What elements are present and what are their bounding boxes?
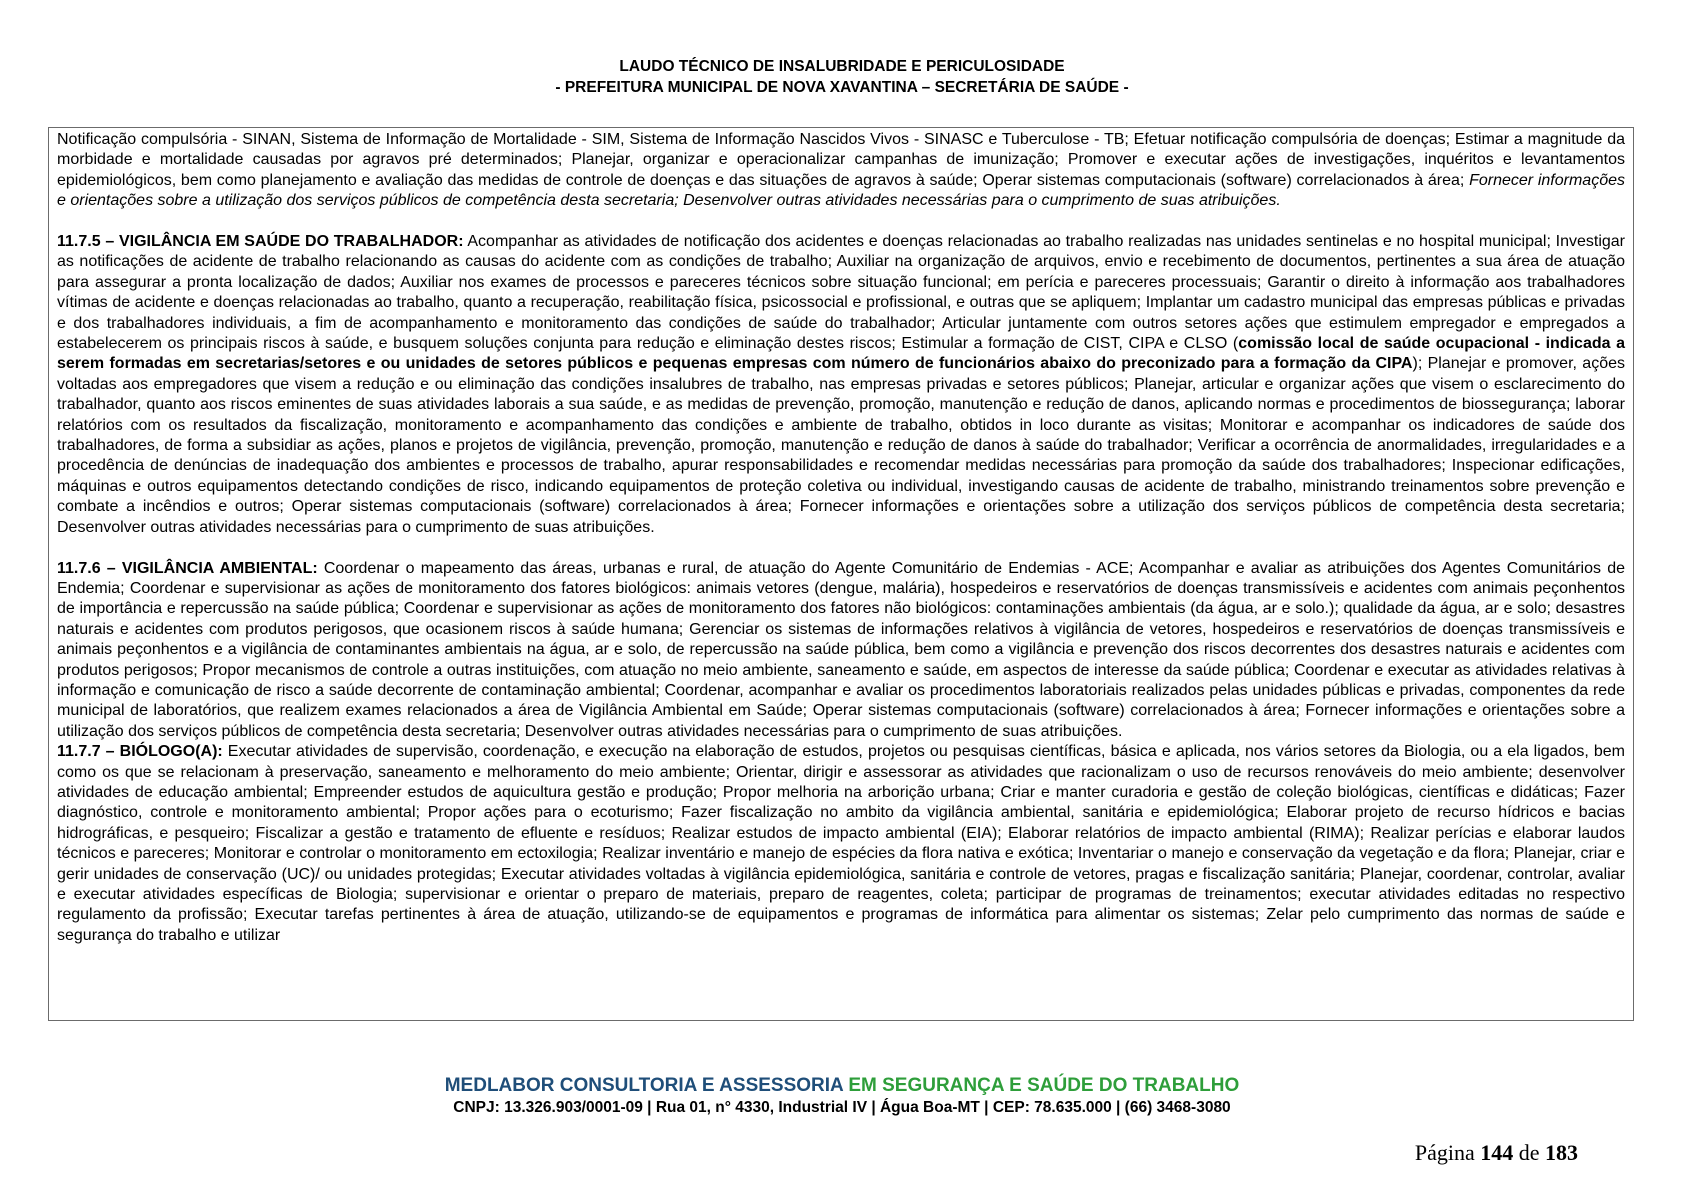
intro-italic-text: Fornecer informações e orientações sobre a utilização dos serviços públicos de competência desta secretaria; Desenvolver outras atividades necessárias para o cumprimento de suas atribuições. (57, 171, 1625, 210)
section-11-7-5-text-a: Acompanhar as atividades de notificação dos acidentes e doenças relacionadas ao trabalho realizadas nas unidades sentinelas e no hospital municipal; Investigar as notificações de acidente de trabalho relacionando as causas do acidente com as condições de trabalho; Auxiliar na organização de arquivos, envio e recebimento de documentos, pertinentes a sua área de atuação para assegurar a pronta localização de dados; Auxiliar nos exames de processos e pareceres técnicos sobre situação funcional; em perícia e pareceres processuais; Garantir o direito à informação aos trabalhadores vítimas de acidente e doenças relacionadas ao trabalho, quanto a recuperação, reabilitação física, psicossocial e profissional, e outras que se apliquem; Implantar um cadastro municipal das empresas públicas e privadas e dos trabalhadores individuais, a fim de acompanhamento e monitoramento das condições de saúde do trabalhador; Articular juntamente com outros setores ações que estimulem empregador e empregados a estabelecerem os principais riscos à saúde, e busquem soluções conjunta para redução e eliminação destes riscos; Estimular a formação de CIST, CIPA e CLSO ( (57, 233, 1626, 353)
content-body (49, 128, 1633, 946)
section-11-7-6-text: Coordenar o mapeamento das áreas, urbanas e rural, de atuação do Agente Comunitário de Endemias - ACE; Acompanhar e avaliar as atribuições dos Agentes Comunitários de Endemia; Coordenar e supervisionar as ações de monitoramento dos fatores biológicos: animais vetores (dengue, malária), hospedeiros e reservatórios de doenças transmissíveis e acidentes com animais peçonhentos de importância e repercussão na saúde pública; Coordenar e supervisionar as ações de monitoramento dos fatores não biológicos: contaminações ambientais (da água, ar e solo.); qualidade da água, ar e solo; desastres naturais e acidentes com produtos perigosos, que ocasionem riscos à saúde humana; Gerenciar os sistemas de informações relativos à vigilância de vetores, hospedeiros e reservatórios de doenças transmissíveis e animais peçonhentos e a vigilância de contaminantes ambientais na água, ar e solo, de repercussão na saúde pública, bem como a vigilância e prevenção dos riscos decorrentes dos desastres naturais e acidentes com produtos perigosos; Propor mecanismos de controle a outras instituições, com atuação no meio ambiente, saneamento e saúde, em aspectos de interesse da saúde pública; Coordenar e executar as atividades relativas à informação e comunicação de risco a saúde decorrente de contaminação ambiental; Coordenar, acompanhar e avaliar os procedimentos laboratoriais realizados pelas unidades públicas e privadas, componentes da rede municipal de laboratórios, que realizem exames relacionados a área de Vigilância Ambiental em Saúde; Operar sistemas computacionais (software) correlacionados à área; Fornecer informações e orientações sobre a utilização dos serviços públicos de competência desta secretaria; Desenvolver outras atividades necessárias para o cumprimento de suas atribuições. (57, 559, 1625, 740)
section-11-7-7 (57, 742, 1625, 946)
document-header (0, 56, 1684, 98)
content-frame (48, 127, 1634, 1021)
section-11-7-5-heading: 11.7.5 – VIGILÂNCIA EM SAÚDE DO TRABALHADOR: (57, 233, 464, 251)
page-separator: de (1518, 1140, 1540, 1165)
document-subtitle: - PREFEITURA MUNICIPAL DE NOVA XAVANTINA – SECRETÁRIA DE SAÚDE - (555, 79, 1129, 96)
footer-company (0, 1074, 1684, 1098)
section-11-7-6-heading: 11.7.6 – VIGILÂNCIA AMBIENTAL: (57, 559, 318, 577)
section-11-7-5 (57, 232, 1625, 538)
footer-details: CNPJ: 13.326.903/0001-09 | Rua 01, n° 4330, Industrial IV | Água Boa-MT | CEP: 78.635.000 | (66) 3468-3080 (453, 1099, 1231, 1116)
section-11-7-7-text: Executar atividades de supervisão, coordenação, e execução na elaboração de estudos, projetos ou pesquisas científicas, básica e aplicada, nos vários setores da Biologia, ou a ela ligados, bem como os que se relacionam à preservação, saneamento e melhoramento do meio ambiente; Orientar, dirigir e assessorar as atividades que racionalizam o uso de recursos renováveis do meio ambiente; desenvolver atividades de educação ambiental; Empreender estudos de aquicultura gestão e produção; Propor melhoria na arborição urbana; Criar e manter curadoria e gestão de coleção biológicas, científicas e didáticas; Fazer diagnóstico, controle e monitoramento ambiental; Propor ações para o ecoturismo; Fazer fiscalização no ambito da vigilância ambiental, sanitária e epidemiológica; Elaborar projeto de recurso hídricos e bacias hidrográficas, e pesqueiro; Fiscalizar a gestão e tratamento de efluente e resíduos; Realizar estudos de impacto ambiental (EIA); Elaborar relatórios de impacto ambiental (RIMA); Realizar perícias e elaborar laudos técnicos e pareceres; Monitorar e controlar o monitoramento em ectoxilogia; Realizar inventário e manejo de espécies da flora nativa e exótica; Inventariar o manejo e conservação da vegetação e da flora; Planejar, criar e gerir unidades de conservação (UC)/ ou unidades protegidas; Executar atividades voltadas à vigilância epidemiológica, sanitária e controle de vetores, pragas e fiscalização sanitária; Planejar, coordenar, controlar, avaliar e executar atividades específicas de Biologia; supervisionar e orientar o preparo de materiais, preparo de reagentes, coleta; participar de programas de treinamentos; executar atividades editadas no respectivo regulamento da profissão; Executar tarefas pertinentes à área de atuação, utilizando-se de equipamentos e programas de informática para alimentar os sistemas; Zelar pelo cumprimento das normas de saúde e segurança do trabalho e utilizar (57, 743, 1626, 944)
section-11-7-6 (57, 559, 1625, 743)
page-label: Página (1414, 1140, 1475, 1165)
page-current: 144 (1480, 1140, 1514, 1165)
footer-company-tagline: EM SEGURANÇA E SAÚDE DO TRABALHO (843, 1075, 1240, 1096)
section-11-7-5-bold-text: comissão local de saúde ocupacional - indicada a serem formadas em secretarias/setores e ou unidades de setores públicos e pequenas empresas com número de funcionários abaixo do preconizado para a formação da CIPA (57, 335, 1625, 373)
document-title: LAUDO TÉCNICO DE INSALUBRIDADE E PERICULOSIDADE (619, 58, 1065, 75)
page-total: 183 (1545, 1140, 1578, 1165)
intro-paragraph (57, 130, 1625, 212)
section-11-7-7-heading: 11.7.7 – BIÓLOGO(A): (57, 743, 223, 761)
footer-company-name: MEDLABOR CONSULTORIA E ASSESSORIA (444, 1075, 844, 1096)
section-11-7-5-text-b: ); Planejar e promover, ações voltadas aos empregadores que visem a redução e ou eliminação das condições insalubres de trabalho, nas empresas privadas e setores públicos; Planejar, articular e organizar ações que visem o esclarecimento do trabalhador, quanto aos riscos eminentes de suas atividades laborais a sua saúde, e as medidas de prevenção, promoção, manutenção e redução de danos, aplicando normas e procedimentos de biossegurança; laborar relatórios com os resultados da fiscalização, monitoramento e acompanhamento das condições e ambiente de trabalho, obtidos in loco durante as visitas; Monitorar e acompanhar os indicadores de saúde dos trabalhadores, de forma a subsidiar as ações, planos e projetos de vigilância, prevenção, promoção, manutenção e redução de danos à saúde do trabalhador; Verificar a ocorrência de anormalidades, irregularidades e a procedência de denúncias de inadequação dos ambientes e processos de trabalho, apurar responsabilidades e recomendar medidas necessárias para promoção da saúde dos trabalhadores; Inspecionar edificações, máquinas e outros equipamentos detectando condições de risco, indicando equipamentos de proteção coletiva ou individual, investigando causas de acidente de trabalho, ministrando treinamentos sobre prevenção e combate a incêndios e outros; Operar sistemas computacionais (software) correlacionados à área; Fornecer informações e orientações sobre a utilização dos serviços públicos de competência desta secretaria; Desenvolver outras atividades necessárias para o cumprimento de suas atribuições. (57, 355, 1625, 536)
intro-text: Notificação compulsória - SINAN, Sistema de Informação de Mortalidade - SIM, Sistema de Informação Nascidos Vivos - SINASC e Tuberculose - TB; Efetuar notificação compulsória de doenças; Estimar a magnitude da morbidade e mortalidade causadas por agravos pré determinados; Planejar, organizar e operacionalizar campanhas de imunização; Promover e executar ações de investigações, inquéritos e levantamentos epidemiológicos, bem como planejamento e avaliação das medidas de controle de doenças e das situações de agravos à saúde; Operar sistemas computacionais (software) correlacionados à área; (57, 131, 1625, 189)
page-number (1415, 1140, 1578, 1166)
